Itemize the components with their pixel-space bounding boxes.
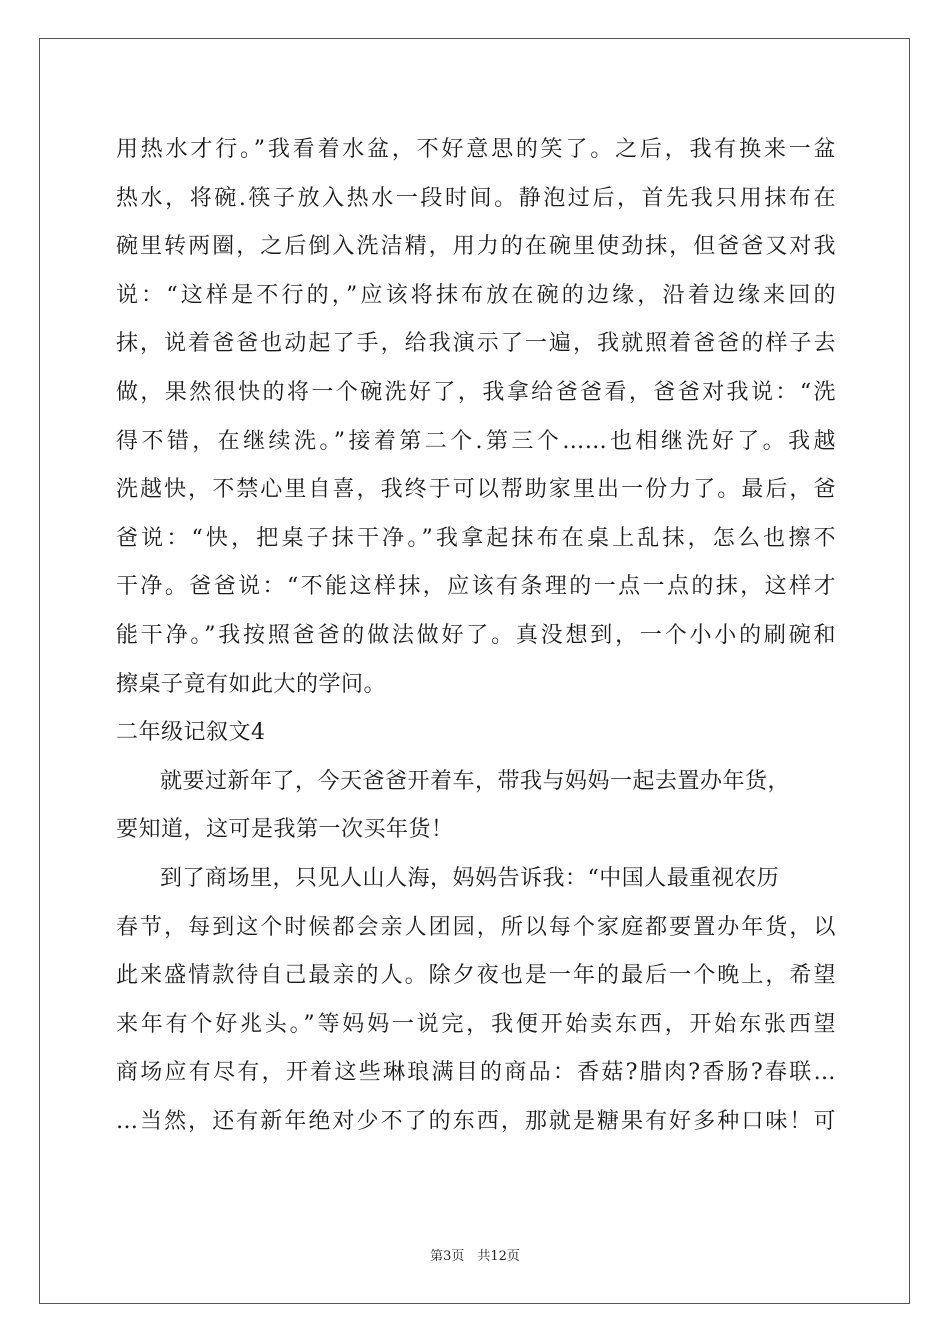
page-number-footer: 第3页 共12页 — [430, 1249, 520, 1264]
text-line: 商场应有尽有，开着这些琳琅满目的商品：香菇?腊肉?香肠?春联… — [116, 1060, 836, 1086]
document-body — [116, 126, 836, 1146]
section-heading: 二年级记叙文4 — [116, 720, 266, 746]
text-line: 得不错，在继续洗。”接着第二个.第三个……也相继洗好了。我越 — [116, 428, 836, 454]
text-line: 能干净。”我按照爸爸的做法做好了。真没想到，一个小小的刷碗和 — [116, 622, 836, 648]
paragraph-first-line: 到了商场里，只见人山人海，妈妈告诉我：“中国人最重视农历 — [160, 865, 780, 891]
text-line: 此来盛情款待自己最亲的人。除夕夜也是一年的最后一个晚上，希望 — [116, 963, 836, 989]
text-line: 说：“这样是不行的，”应该将抹布放在碗的边缘，沿着边缘来回的 — [116, 282, 836, 308]
text-line: 做，果然很快的将一个碗洗好了，我拿给爸爸看，爸爸对我说：“洗 — [116, 379, 836, 405]
text-line: …当然，还有新年绝对少不了的东西，那就是糖果有好多种口味！可 — [116, 1108, 836, 1134]
paragraph-first-line: 就要过新年了，今天爸爸开着车，带我与妈妈一起去置办年货， — [160, 768, 791, 794]
text-line: 爸说：“快，把桌子抹干净。”我拿起抹布在桌上乱抹，怎么也擦不 — [116, 525, 836, 551]
text-line: 擦桌子竟有如此大的学问。 — [116, 671, 387, 697]
text-line: 碗里转两圈，之后倒入洗洁精，用力的在碗里使劲抹，但爸爸又对我 — [116, 234, 836, 260]
text-line: 来年有个好兆头。”等妈妈一说完，我便开始卖东西，开始东张西望 — [116, 1011, 836, 1037]
text-line: 干净。爸爸说：“不能这样抹，应该有条理的一点一点的抹，这样才 — [116, 574, 836, 600]
text-line: 洗越快，不禁心里自喜，我终于可以帮助家里出一份力了。最后，爸 — [116, 477, 836, 503]
text-line: 热水，将碗.筷子放入热水一段时间。静泡过后，首先我只用抹布在 — [116, 185, 836, 211]
text-line: 抹，说着爸爸也动起了手，给我演示了一遍，我就照着爸爸的样子去 — [116, 331, 836, 357]
text-line: 春节，每到这个时候都会亲人团园，所以每个家庭都要置办年货，以 — [116, 914, 836, 940]
text-line: 要知道，这可是我第一次买年货！ — [116, 817, 454, 843]
text-line: 用热水才行。”我看着水盆，不好意思的笑了。之后，我有换来一盆 — [116, 137, 836, 162]
